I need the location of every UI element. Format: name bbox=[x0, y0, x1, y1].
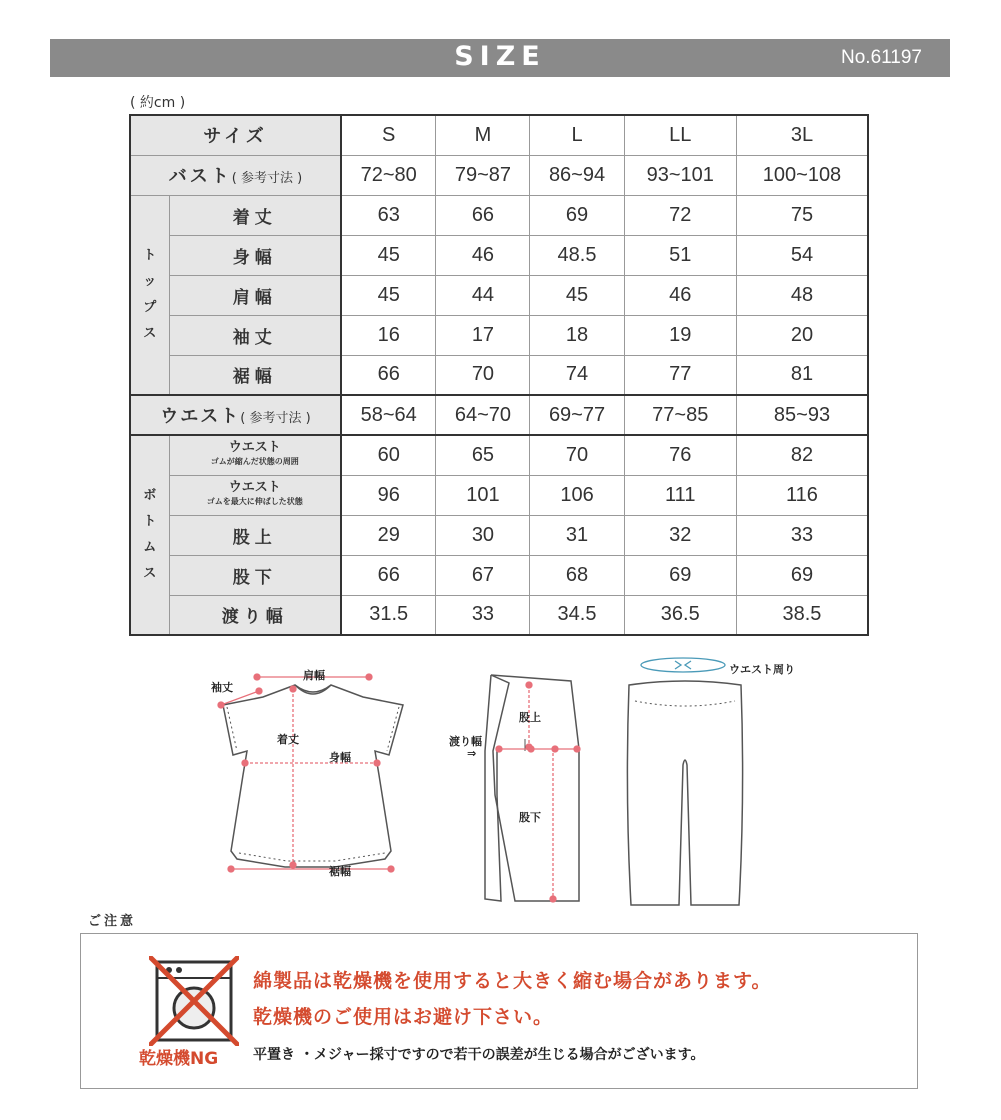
waist-ref-note: ( 参考寸法 ) bbox=[240, 411, 311, 426]
pants-front-outline bbox=[627, 681, 742, 905]
row-label: 裾幅 bbox=[169, 355, 341, 395]
dryer-ng-label: 乾燥機NG bbox=[139, 1049, 219, 1069]
table-row bbox=[130, 315, 868, 355]
table-cell: 19 bbox=[624, 315, 736, 355]
inseam-dot bbox=[550, 896, 556, 902]
table-cell: 66 bbox=[341, 355, 436, 395]
table-cell: 77 bbox=[624, 355, 736, 395]
waist-around-ellipse bbox=[641, 658, 725, 672]
table-cell: 34.5 bbox=[530, 595, 624, 635]
label-sleeve: 袖丈 bbox=[211, 681, 233, 694]
table-cell: 72 bbox=[624, 195, 736, 235]
table-cell: 70 bbox=[436, 355, 530, 395]
table-cell: 31 bbox=[530, 515, 624, 555]
table-cell: 111 bbox=[624, 475, 736, 515]
table-row bbox=[130, 515, 868, 555]
row-label: 股下 bbox=[169, 555, 341, 595]
table-cell: 93~101 bbox=[624, 155, 736, 195]
table-row bbox=[130, 235, 868, 275]
dryer-ng-icon bbox=[149, 956, 239, 1046]
group-char: ト bbox=[143, 247, 157, 263]
measurement-diagrams bbox=[195, 655, 825, 915]
group-char: ム bbox=[143, 540, 157, 555]
table-row bbox=[130, 395, 868, 435]
table-cell: 46 bbox=[436, 235, 530, 275]
size-label: サイズ bbox=[130, 115, 341, 155]
table-cell: 60 bbox=[341, 435, 436, 475]
size-table bbox=[129, 114, 869, 636]
table-cell: 65 bbox=[436, 435, 530, 475]
waist-around-arrow bbox=[675, 661, 691, 669]
row-label: 袖丈 bbox=[169, 315, 341, 355]
row-label-note: ゴムを最大に伸ばした状態 bbox=[206, 497, 303, 506]
caution-title: ご注意 bbox=[88, 914, 137, 929]
table-cell: 85~93 bbox=[736, 395, 868, 435]
length-dot bbox=[290, 862, 296, 868]
waist-ref-label-text: ウエスト bbox=[160, 406, 241, 427]
table-cell: 48 bbox=[736, 275, 868, 315]
table-cell: 64~70 bbox=[436, 395, 530, 435]
table-cell: 86~94 bbox=[530, 155, 624, 195]
pants-front-diagram bbox=[627, 681, 742, 905]
table-cell: 76 bbox=[624, 435, 736, 475]
table-cell: 82 bbox=[736, 435, 868, 475]
table-cell: 68 bbox=[530, 555, 624, 595]
row-label: 股上 bbox=[169, 515, 341, 555]
size-3l: 3L bbox=[736, 115, 868, 155]
shoulder-dot bbox=[366, 674, 372, 680]
table-cell: 16 bbox=[341, 315, 436, 355]
table-cell: 51 bbox=[624, 235, 736, 275]
thigh-dot bbox=[574, 746, 580, 752]
label-shoulder: 肩幅 bbox=[303, 669, 325, 682]
thigh-dot bbox=[528, 746, 534, 752]
tshirt-outline bbox=[223, 685, 403, 867]
label-thigh: 渡り幅 bbox=[449, 735, 482, 748]
table-cell: 69 bbox=[530, 195, 624, 235]
table-cell: 67 bbox=[436, 555, 530, 595]
table-row bbox=[130, 195, 868, 235]
table-header-row bbox=[130, 115, 868, 155]
group-char: ス bbox=[143, 325, 157, 341]
waist-around-marker bbox=[641, 658, 725, 672]
table-cell: 101 bbox=[436, 475, 530, 515]
group-char: ト bbox=[143, 514, 157, 529]
thigh-dot bbox=[552, 746, 558, 752]
table-cell: 31.5 bbox=[341, 595, 436, 635]
table-cell: 33 bbox=[736, 515, 868, 555]
row-label-note: ゴムが縮んだ状態の周囲 bbox=[210, 457, 299, 467]
row-label bbox=[169, 475, 341, 515]
table-cell: 70 bbox=[530, 435, 624, 475]
table-cell: 96 bbox=[341, 475, 436, 515]
table-cell: 66 bbox=[341, 555, 436, 595]
table-cell: 46 bbox=[624, 275, 736, 315]
label-rise: 股上 bbox=[519, 711, 541, 724]
table-cell: 45 bbox=[341, 275, 436, 315]
bust-label bbox=[130, 155, 341, 195]
table-cell: 66 bbox=[436, 195, 530, 235]
table-cell: 75 bbox=[736, 195, 868, 235]
unit-note: ( 約cm ) bbox=[130, 95, 186, 111]
table-row bbox=[130, 595, 868, 635]
hem-dot bbox=[388, 866, 394, 872]
caution-line-1: 綿製品は乾燥機を使用すると大きく縮む場合があります。 bbox=[253, 970, 772, 992]
length-dot bbox=[290, 686, 296, 692]
table-row bbox=[130, 355, 868, 395]
label-thigh-arrow: ⇒ bbox=[467, 747, 477, 760]
thigh-dot bbox=[496, 746, 502, 752]
header-bar bbox=[50, 39, 950, 77]
row-label: 渡り幅 bbox=[169, 595, 341, 635]
size-l: L bbox=[530, 115, 624, 155]
table-cell: 30 bbox=[436, 515, 530, 555]
label-waist-around: ウエスト周り bbox=[729, 663, 795, 676]
row-label-main: ウエスト bbox=[228, 440, 281, 456]
table-cell: 33 bbox=[436, 595, 530, 635]
hem-dot bbox=[228, 866, 234, 872]
table-cell: 69 bbox=[624, 555, 736, 595]
label-body-width: 身幅 bbox=[329, 751, 351, 764]
row-label-main: ウエスト bbox=[228, 480, 281, 495]
table-cell: 29 bbox=[341, 515, 436, 555]
table-cell: 36.5 bbox=[624, 595, 736, 635]
waist-ref-label bbox=[130, 395, 341, 435]
label-inseam: 股下 bbox=[519, 811, 541, 824]
caution-line-2: 乾燥機のご使用はお避け下さい。 bbox=[253, 1006, 554, 1028]
table-cell: 20 bbox=[736, 315, 868, 355]
garment-illustrations bbox=[195, 655, 825, 915]
table-cell: 63 bbox=[341, 195, 436, 235]
sleeve-dot bbox=[256, 688, 262, 694]
row-label: 肩幅 bbox=[169, 275, 341, 315]
table-cell: 72~80 bbox=[341, 155, 436, 195]
table-cell: 77~85 bbox=[624, 395, 736, 435]
table-cell: 32 bbox=[624, 515, 736, 555]
rise-dot bbox=[526, 682, 532, 688]
label-hem: 裾幅 bbox=[329, 865, 351, 878]
table-cell: 38.5 bbox=[736, 595, 868, 635]
table-cell: 48.5 bbox=[530, 235, 624, 275]
table-cell: 54 bbox=[736, 235, 868, 275]
caution-line-3: 平置き ・メジャー採寸ですので若干の誤差が生じる場合がございます。 bbox=[253, 1047, 705, 1063]
body-width-dot bbox=[242, 760, 248, 766]
bust-note: ( 参考寸法 ) bbox=[231, 171, 303, 186]
size-m: M bbox=[436, 115, 530, 155]
row-label bbox=[169, 435, 341, 475]
table-row bbox=[130, 475, 868, 515]
table-cell: 69 bbox=[736, 555, 868, 595]
caution-box bbox=[80, 933, 918, 1089]
table-cell: 44 bbox=[436, 275, 530, 315]
table-cell: 17 bbox=[436, 315, 530, 355]
group-char: ス bbox=[143, 566, 157, 581]
table-cell: 100~108 bbox=[736, 155, 868, 195]
dryer-door bbox=[174, 988, 214, 1028]
table-cell: 69~77 bbox=[530, 395, 624, 435]
row-label: 着丈 bbox=[169, 195, 341, 235]
product-number: No.61197 bbox=[841, 47, 922, 68]
table-cell: 45 bbox=[341, 235, 436, 275]
table-cell: 106 bbox=[530, 475, 624, 515]
table-cell: 79~87 bbox=[436, 155, 530, 195]
bust-label-text: バスト bbox=[168, 166, 232, 187]
table-cell: 45 bbox=[530, 275, 624, 315]
table-cell: 74 bbox=[530, 355, 624, 395]
group-char: ッ bbox=[143, 273, 157, 289]
table-cell: 18 bbox=[530, 315, 624, 355]
size-ll: LL bbox=[624, 115, 736, 155]
page-title: SIZE bbox=[454, 41, 546, 72]
bottoms-group-label bbox=[130, 435, 169, 635]
table-row bbox=[130, 555, 868, 595]
table-cell: 116 bbox=[736, 475, 868, 515]
table-cell: 81 bbox=[736, 355, 868, 395]
sleeve-dot bbox=[218, 702, 224, 708]
size-s: S bbox=[341, 115, 436, 155]
shoulder-dot bbox=[254, 674, 260, 680]
label-length: 着丈 bbox=[277, 733, 299, 746]
tshirt-diagram bbox=[223, 685, 403, 867]
tops-group-label bbox=[130, 195, 169, 395]
table-cell: 58~64 bbox=[341, 395, 436, 435]
row-label: 身幅 bbox=[169, 235, 341, 275]
dryer-knob bbox=[176, 967, 182, 973]
body-width-dot bbox=[374, 760, 380, 766]
table-row bbox=[130, 435, 868, 475]
table-row bbox=[130, 275, 868, 315]
table-row bbox=[130, 155, 868, 195]
group-char: プ bbox=[143, 299, 157, 315]
group-char: ボ bbox=[143, 488, 157, 503]
